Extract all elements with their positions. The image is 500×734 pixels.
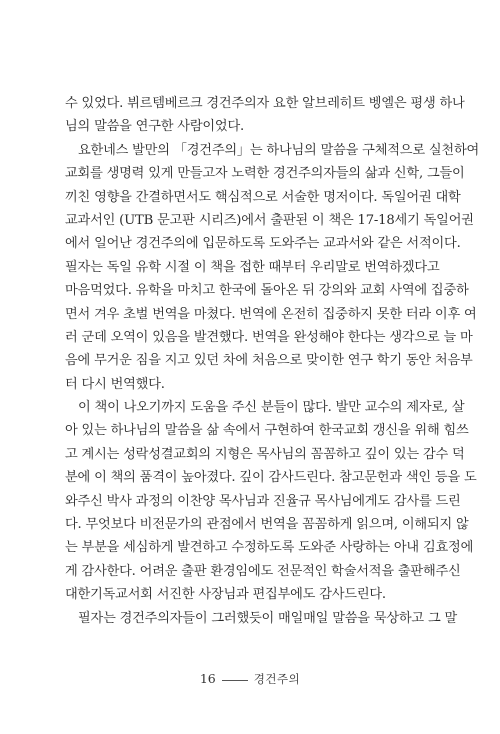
text-line: 에서 일어난 경건주의에 입문하도록 도와주는 교과서와 같은 서적이다. [65, 236, 461, 252]
body-text [65, 92, 480, 630]
text-line: 요한네스 발만의 「경건주의」는 하나님의 말씀을 구체적으로 실천하여 [78, 142, 480, 158]
footer-rule [222, 680, 248, 681]
paragraph [65, 139, 480, 396]
text-line: 러 군데 오역이 있음을 발견했다. 번역을 완성해야 한다는 생각으로 늘 마 [65, 329, 473, 345]
text-line: 필자는 경건주의자들이 그러했듯이 매일매일 말씀을 묵상하고 그 말 [78, 610, 458, 626]
text-line: 터 다시 번역했다. [65, 376, 165, 392]
text-line: 와주신 박사 과정의 이찬양 목사님과 진율규 목사님에게도 감사를 드린 [65, 493, 461, 509]
text-line: 다. 무엇보다 비전문가의 관점에서 번역을 꼼꼼하게 읽으며, 이해되지 않 [65, 517, 469, 533]
page-number: 16 [199, 671, 216, 686]
text-line: 교과서인 (UTB 문고판 시리즈)에서 출판된 이 책은 17-18세기 독일어권 [65, 212, 474, 228]
text-line: 대한기독교서회 서진한 사장님과 편집부에도 감사드린다. [65, 587, 386, 603]
text-line: 이 책이 나오기까지 도움을 주신 분들이 많다. 발만 교수의 제자로, 살 [78, 400, 465, 416]
text-line: 분에 이 책의 품격이 높아졌다. 깊이 감사드린다. 참고문헌과 색인 등을 도 [65, 470, 477, 486]
paragraph [65, 396, 477, 607]
text-line: 음에 무거운 짐을 지고 있던 차에 처음으로 맞이한 연구 학기 동안 처음부 [65, 353, 473, 369]
text-line: 수 있었다. 뷔르템베르크 경건주의자 요한 알브레히트 벵엘은 평생 하나 [65, 96, 465, 111]
text-line: 끼친 영향을 간결하면서도 핵심적으로 서술한 명저이다. 독일어권 대학 [65, 189, 461, 205]
text-line: 는 부분을 세심하게 발견하고 수정하도록 도와준 사랑하는 아내 김효정에 [65, 540, 474, 556]
text-line: 고 계시는 성락성결교회의 지형은 목사님의 꼼꼼하고 깊이 있는 감수 덕 [65, 446, 465, 462]
text-line: 마음먹었다. 유학을 마치고 한국에 돌아온 뒤 강의와 교회 사역에 집중하 [65, 283, 469, 299]
page-footer [0, 671, 500, 687]
text-line: 아 있는 하나님의 말씀을 삶 속에서 구현하여 한국교회 갱신을 위해 힘쓰 [65, 423, 469, 439]
paragraph [65, 92, 465, 139]
text-line: 교회를 생명력 있게 만들고자 노력한 경건주의자들의 삶과 신학, 그들이 [65, 166, 465, 182]
text-line: 필자는 독일 유학 시절 이 책을 접한 때부터 우리말로 번역하겠다고 [65, 259, 440, 275]
text-line: 게 감사한다. 어려운 출판 환경임에도 전문적인 학술서적을 출판해주신 [65, 563, 461, 579]
running-title: 경건주의 [253, 672, 301, 686]
paragraph [65, 607, 458, 630]
text-line: 면서 겨우 초벌 번역을 마쳤다. 번역에 온전히 집중하지 못한 터라 이후 여 [65, 306, 477, 322]
text-line: 님의 말씀을 연구한 사람이었다. [65, 119, 244, 135]
